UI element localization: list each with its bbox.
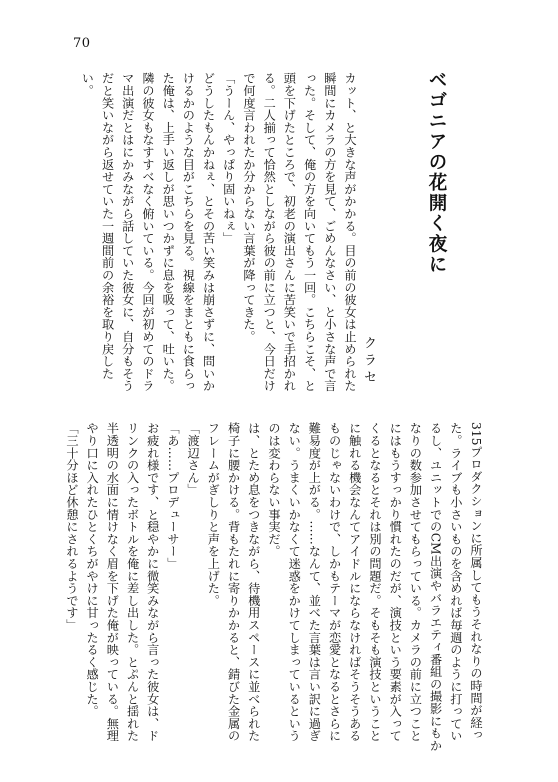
- text-column-bottom: [64, 422, 486, 754]
- paragraph: は、とため息をつきながら、待機用スペースに並べられた椅子に腰かける。背もたれに寄りかかると、錆びた金属のフレームがぎしりと声を上げた。: [206, 422, 261, 742]
- paragraph: 「渡辺さん」: [186, 422, 201, 496]
- paragraph: お疲れ様です、と穏やかに微笑みながら言った彼女は、ドリンクの入ったボトルを俺に差し出した。とぷんと揺れた半透明の水面に情けなく眉を下げた俺が映っている。無理やり口に入れたひとくちがやけに甘ったるく感じた。: [85, 422, 160, 742]
- text-column-top: [74, 72, 360, 400]
- paragraph: 「三十分ほど休憩にされるようです」: [64, 422, 79, 632]
- paragraph: 「あ……プロデューサー」: [165, 422, 180, 570]
- page-number: 70: [73, 36, 91, 51]
- paragraph: 「うーん、やっぱり固いねぇ」: [221, 72, 236, 245]
- paragraph: 315プロダクションに所属してもうそれなりの時間が経った。ライブも小さいものを含めれば毎週のように打っているし、ユニットでのCM出演やバラエティ番組の撮影にもかなりの数参加させてもらっている。カメラの前に立つことにはもうすっかり慣れたのだが、演技という要素が入ってくるとなるとそれは別の問題だ。そもそも演技ということに触れる機会なんてアイドルにならなければそうそうあるものじゃないわけで、しかもテーマが恋愛となるとさらに難易度が上がる。……なんて、並べた言葉は言い訳に過ぎない。うまくいかなくて迷惑をかけてしまっているというのは変わらない事実だ。: [266, 422, 483, 752]
- story-title: ベゴニアの花開く夜に: [426, 70, 447, 275]
- paragraph: どうしたもんかねぇ、とその苦い笑みは崩さずに、問いかけるかのような目がこちらを見る。視線をまともに食らった俺は、上手い返しが思いつかずに息を吸って、吐いた。隣の彼女もなすすべなく俯いている。今回が初めてのドラマ出演だとはにかみながら話していた彼女に、自分もそうだと笑いながら返せていた一週間前の余裕を取り戻したい。: [80, 72, 216, 392]
- paragraph: カット、と大きな声がかかる。目の前の彼女は止められた瞬間にカメラの方を見て、ごめんなさい、と小さな声で言った。そして、俺の方を向いてもう一回。こちらこそ、と頭を下げたところで、初老の演出さんに苦笑いで手招かれる。二人揃って恰然としながら彼の前に立つと、今日だけで何度言われたか分からない言葉が降ってきた。: [241, 72, 357, 392]
- author-name: クラセ: [361, 336, 376, 387]
